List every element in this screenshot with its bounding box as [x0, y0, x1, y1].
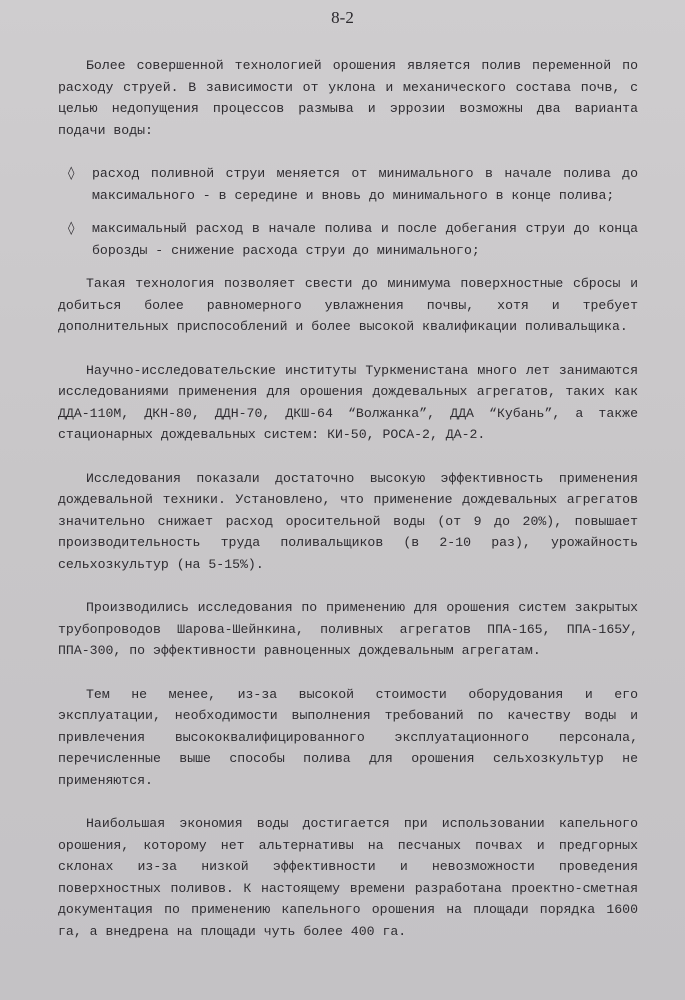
- bullet-list: [58, 163, 638, 261]
- diamond-bullet-icon: ◊: [68, 221, 75, 236]
- list-item: [58, 163, 638, 206]
- paragraph-technology: Такая технология позволяет свести до минимума поверхностные сбросы и добиться более равномерного увлажнения почвы, хотя и требует дополнительных приспособлений и более высокой квалификации поливальщика.: [58, 276, 638, 334]
- paragraph-drip-irrigation: Наибольшая экономия воды достигается при использовании капельного орошения, которому нет альтернативы на песчаных почвах и предгорных склонах из-за низкой эффективности и невозможности проведения поверхностных поливов. К настоящему времени разработана проектно-сметная документация по применению капельного орошения на площади порядка 1600 га, а внедрена на площади чуть более 400 га.: [58, 816, 638, 939]
- bullet-text: расход поливной струи меняется от минимального в начале полива до максимального - в середине и вновь до минимального в конце полива;: [92, 166, 638, 203]
- list-item: [58, 218, 638, 261]
- diamond-bullet-icon: ◊: [68, 166, 75, 181]
- paragraph-pipelines: Производились исследования по применению для орошения систем закрытых трубопроводов Шарова-Шейнкина, поливных агрегатов ППА-165, ППА-165У, ППА-300, по эффективности равноценных дождевальным агрегатам.: [58, 600, 638, 658]
- intro-paragraph: Более совершенной технологией орошения является полив переменной по расходу струей. В зависимости от уклона и механического состава почв, с целью недопущения процессов размыва и эррозии возможны два варианта подачи воды:: [58, 58, 638, 138]
- paragraph-research-results: Исследования показали достаточно высокую эффективность применения дождевальной техники. Установлено, что применение дождевальных агрегатов значительно снижает расход оросительной воды (от 9 до 20%), повышает производительность труда поливальщиков (в 2-10 раз), урожайность сельхозкультур (на 5-15%).: [58, 470, 638, 572]
- page-number: 8-2: [331, 8, 354, 27]
- paragraph-institutes: Научно-исследовательские институты Туркменистана много лет занимаются исследованиями применения для орошения дождевальных агрегатов, таких как ДДА-110М, ДКН-80, ДДН-70, ДКШ-64 “Волжанка”, ДДА “Кубань”, а также стационарных дождевальных систем: КИ-50, РОСА-2, ДА-2.: [58, 362, 638, 442]
- document-body: [58, 55, 638, 964]
- bullet-text: максимальный расход в начале полива и после добегания струи до конца борозды - снижение расхода струи до минимального;: [92, 221, 638, 258]
- paragraph-costs: Тем не менее, из-за высокой стоимости оборудования и его эксплуатации, необходимости выполнения требований по качеству воды и привлечения высококвалифицированного эксплуатационного персонала, перечисленные выше способы полива для орошения сельхозкультур не применяются.: [58, 686, 638, 788]
